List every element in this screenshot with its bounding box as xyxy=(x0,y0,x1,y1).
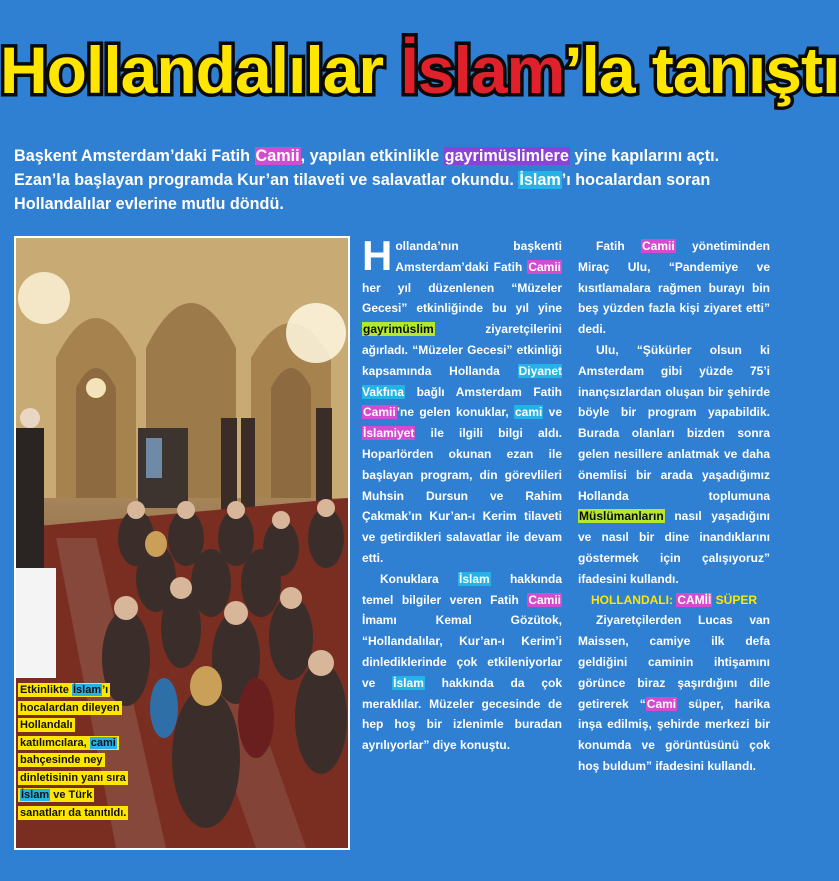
body-text: süper, harika inşa edilmiş, şehirde merkezi bir konumda ve görüntüsünü çok hoş buldum” ifadesini kullandı. xyxy=(578,696,770,773)
caption-highlight: İslam xyxy=(72,684,102,696)
caption-highlight: İslam xyxy=(21,789,50,801)
body-text: ’ne gelen konuklar, xyxy=(396,405,514,420)
lead-paragraph xyxy=(14,144,768,216)
lead-highlight: İslam xyxy=(519,171,561,189)
body-text: Fatih xyxy=(596,239,641,253)
caption-text: ’ı hocalardan dileyen Hollandalı katılımcılara, xyxy=(20,684,120,749)
caption-text: bahçesinde ney dinletisinin yanı sıra xyxy=(20,754,126,784)
lead-text: yine kapılarını açtı. Ezan’la başlayan programda Kur’an tilaveti ve salavatlar okundu. xyxy=(14,147,720,189)
lead-text: ’ı hocalardan soran Hollandalılar evlerine mutlu döndü. xyxy=(14,171,711,213)
body-highlight: Müslümanların xyxy=(579,509,664,524)
body-text: ollanda’nın başkenti Amsterdam’daki Fatih xyxy=(395,239,562,274)
article-column-2 xyxy=(578,236,770,777)
subheading-text: HOLLANDALI: xyxy=(590,592,677,607)
body-highlight: Camii xyxy=(363,405,396,420)
body-highlight: Camii xyxy=(528,259,561,274)
article-column-1 xyxy=(362,232,563,756)
body-highlight: Diyanet Vakfına xyxy=(362,363,562,399)
body-text: ile ilgili bilgi aldı. Hoparlörden okunan ezan ile başlayan program, din görevlileri Muhsin Dursun ve Rahim Çakmak’ın Kur’an-ı Kerim tilaveti ve getirdikleri salavatlar ile devam etti. xyxy=(362,426,562,565)
photo-caption xyxy=(18,682,134,822)
body-highlight: Camii xyxy=(528,592,561,607)
body-text: hakkında da çok meraklılar. Müzeler gecesinde de hep hoş bir izlenimle buradan ayrılıyorlar” diye konuştu. xyxy=(362,675,563,753)
article-paragraph xyxy=(578,610,770,776)
body-highlight: cami xyxy=(514,405,543,420)
body-text: ziyaretçilerini ağırladı. “Müzeler Gecesi” etkinliği kapsamında Hollanda xyxy=(362,322,562,378)
lead-text: Başkent Amsterdam’daki Fatih xyxy=(14,147,255,165)
body-highlight: Camii xyxy=(641,239,675,253)
subheading-text: SÜPER xyxy=(712,592,757,607)
lead-highlight: gayrimüslimlere xyxy=(444,147,569,165)
article-paragraph xyxy=(578,236,770,340)
headline-part-1: Hollandalılar xyxy=(0,33,401,107)
body-text: hakkında temel bilgiler veren Fatih xyxy=(362,571,562,607)
headline-part-3: ’la tanıştı xyxy=(564,33,839,107)
body-text: İmamı Kemal Gözütok, “Hollandalılar, Kur’an-ı Kerim’i dinlediklerinde çok etkileniyorlar ve xyxy=(362,613,562,690)
article-paragraph xyxy=(362,232,562,569)
body-text: bağlı Amsterdam Fatih xyxy=(405,384,562,399)
body-highlight: İslamiyet xyxy=(363,426,415,441)
lead-highlight: Camii xyxy=(255,147,300,165)
article-subheading xyxy=(578,590,770,611)
body-text: nasıl yaşadığını ve nasıl bir dine inandıklarını göstermek için çalışıyoruz” ifadesini kullandı. xyxy=(578,509,770,586)
body-highlight: İslam xyxy=(458,571,490,586)
body-text: her yıl düzenlenen “Müzeler Gecesi” etkinliğinde bu yıl yine xyxy=(362,280,562,316)
body-highlight: Cami xyxy=(646,696,677,711)
body-text: ve xyxy=(543,405,562,420)
caption-highlight: cami xyxy=(90,736,116,749)
lead-text: , yapılan etkinlikle xyxy=(300,147,444,165)
body-text: Ziyaretçilerden Lucas van Maissen, camiye ilk defa geldiğini caminin ihtişamını görünce biraz şaşırdığını dile getirerek “ xyxy=(578,613,770,711)
article-paragraph xyxy=(362,569,562,756)
body-text: Ulu, “Şükürler olsun ki Amsterdam gibi yüzde 75’i inançsızlardan oluşan bir şehirde böyle bir program yapabildik. Burada olanları bizden sonra gelen nesillere anlatmak ve daha önemlisi bir arada yaşadığımız Hollanda toplumuna xyxy=(578,342,770,503)
body-text: yönetiminden Miraç Ulu, “Pandemiye ve kısıtlamalara rağmen burayı bin beş yüzden fazla kişi ziyaret etti” dedi. xyxy=(578,239,770,337)
body-text: Konuklara xyxy=(380,571,458,586)
body-highlight: gayrimüslim xyxy=(363,322,434,337)
headline xyxy=(0,0,839,140)
headline-part-2: İslam xyxy=(400,33,565,107)
article-paragraph xyxy=(578,340,770,590)
caption-text: ve Türk sanatları da tanıtıldı. xyxy=(20,789,127,819)
body-highlight: İslam xyxy=(393,675,424,690)
drop-cap: H xyxy=(362,232,393,279)
caption-text: Etkinlikte xyxy=(20,684,72,696)
subheading-highlight: CAMİİ xyxy=(677,592,712,607)
